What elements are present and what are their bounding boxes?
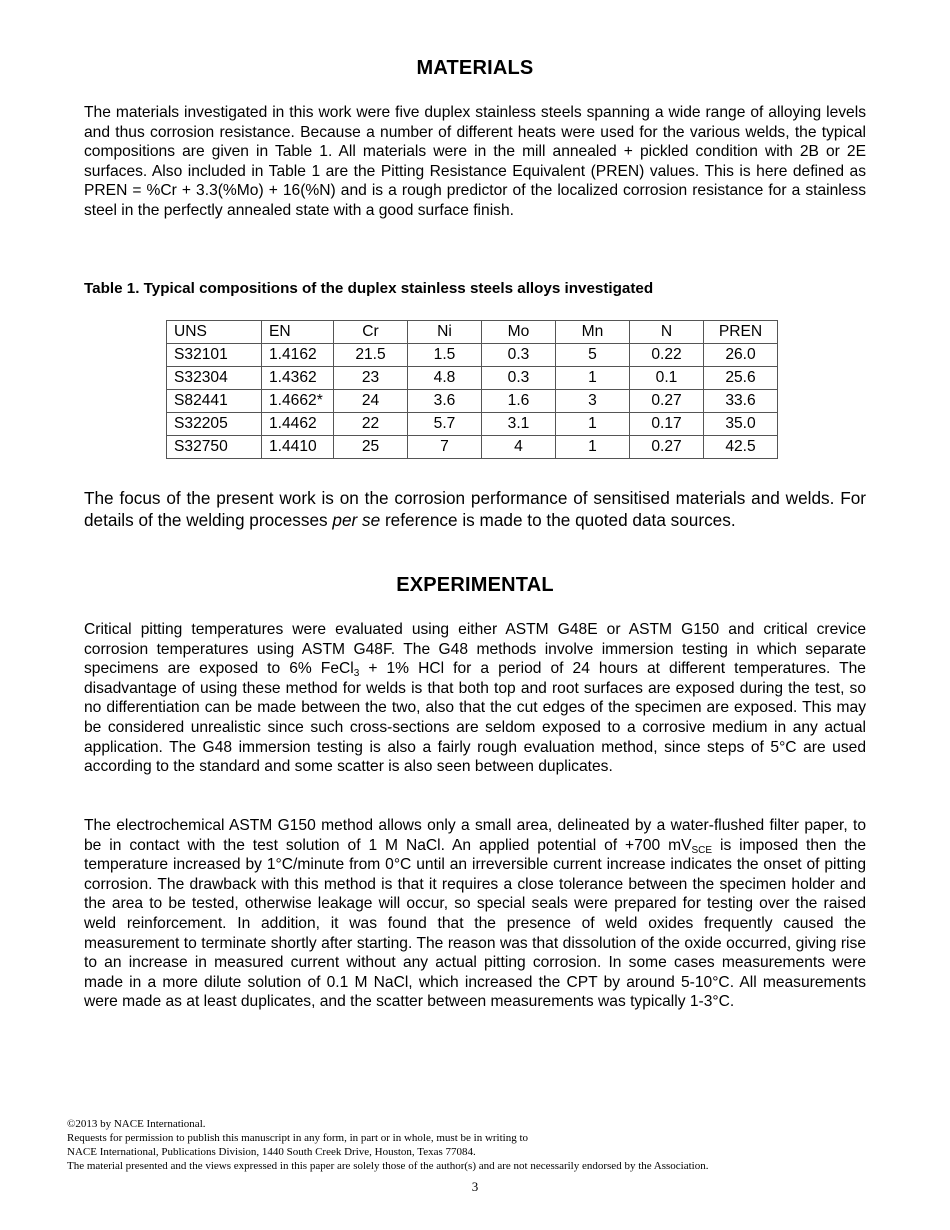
exp1-text-start: Critical pitting temperatures were evaluated using either ASTM G48E or ASTM G150 and critical crevice corrosion temperatures using ASTM G48F. The G48 methods involve immersion testing in which separate specimens are exposed to 6% FeCl (84, 621, 866, 678)
table-row (167, 436, 778, 459)
table-cell: 1.6 (482, 390, 556, 413)
table-cell: 33.6 (704, 390, 778, 413)
section-heading-materials: MATERIALS (416, 57, 534, 79)
header-cell-mn: Mn (556, 321, 630, 344)
table-cell: 35.0 (704, 413, 778, 436)
focus-text-end: reference is made to the quoted data sources. (380, 510, 736, 530)
table-cell: 1 (556, 367, 630, 390)
paragraph-experimental-1 (84, 620, 866, 777)
table-cell: S32750 (167, 436, 262, 459)
header-cell-uns: UNS (167, 321, 262, 344)
footer-address-line: NACE International, Publications Division, 1440 South Creek Drive, Houston, Texas 77084. (67, 1146, 476, 1158)
table-cell: 0.3 (482, 344, 556, 367)
table-cell: 1.4662* (262, 390, 334, 413)
header-cell-en: EN (262, 321, 334, 344)
table-cell: 1.4162 (262, 344, 334, 367)
table-cell: S82441 (167, 390, 262, 413)
header-cell-pren: PREN (704, 321, 778, 344)
table-cell: 3 (556, 390, 630, 413)
table-cell: 5 (556, 344, 630, 367)
table-cell: 0.22 (630, 344, 704, 367)
table-cell: 23 (334, 367, 408, 390)
table-cell: S32205 (167, 413, 262, 436)
table-cell: 21.5 (334, 344, 408, 367)
table-cell: 25.6 (704, 367, 778, 390)
table-cell: 42.5 (704, 436, 778, 459)
table-cell: 24 (334, 390, 408, 413)
table-cell: 0.27 (630, 436, 704, 459)
header-cell-cr: Cr (334, 321, 408, 344)
footer-disclaimer-line: The material presented and the views expressed in this paper are solely those of the author(s) and are not necessarily endorsed by the Association. (67, 1160, 709, 1172)
focus-text-italic: per se (332, 510, 381, 530)
page-number: 3 (471, 1179, 479, 1194)
table-cell: 1.4410 (262, 436, 334, 459)
table-cell: 22 (334, 413, 408, 436)
table-cell: S32101 (167, 344, 262, 367)
composition-table (166, 320, 778, 459)
footer-permission-line: Requests for permission to publish this manuscript in any form, in part or in whole, must be in writing to (67, 1132, 529, 1144)
table-cell: 1 (556, 413, 630, 436)
table-cell: 7 (408, 436, 482, 459)
section-heading-experimental: EXPERIMENTAL (396, 574, 554, 596)
exp2-text-end: is imposed then the temperature increased by 1°C/minute from 0°C until an irreversible current increase indicates the onset of pitting corrosion. The drawback with this method is that it requires a close tolerance between the specimen holder and the area to be tested, otherwise leakage will occur, so special seals were prepared for testing over the raised weld reinforcement. In addition, it was found that the presence of weld oxides frequently caused the measurement to terminate shortly after starting. The reason was that dissolution of the oxide occurred, giving rise to an increase in measured current without any actual pitting corrosion. In some cases measurements were made in a more dilute solution of 0.1 M NaCl, which increased the CPT by around 5-10°C. All measurements were made as at least duplicates, and the scatter between measurements was typically 1-3°C. (84, 836, 866, 1011)
table-cell: 25 (334, 436, 408, 459)
table-row (167, 344, 778, 367)
table-caption: Table 1. Typical compositions of the duplex stainless steels alloys investigated (84, 280, 654, 297)
table-header-row (167, 321, 778, 344)
table-row (167, 367, 778, 390)
table-cell: 1 (556, 436, 630, 459)
table-row (167, 413, 778, 436)
focus-text-start: The focus of the present work is on the corrosion performance of sensitised materials and welds. For details of the welding processes (84, 488, 866, 530)
header-cell-ni: Ni (408, 321, 482, 344)
table-cell: 0.27 (630, 390, 704, 413)
table-cell: 3.6 (408, 390, 482, 413)
table-cell: S32304 (167, 367, 262, 390)
table-cell: 3.1 (482, 413, 556, 436)
table-cell: 4 (482, 436, 556, 459)
paragraph-focus (84, 487, 866, 531)
exp2-text-start: The electrochemical ASTM G150 method allows only a small area, delineated by a water-flushed filter paper, to be in contact with the test solution of 1 M NaCl. An applied potential of +700 mV (84, 817, 866, 854)
table-cell: 1.4462 (262, 413, 334, 436)
table-cell: 5.7 (408, 413, 482, 436)
table-cell: 0.3 (482, 367, 556, 390)
subscript-sce: SCE (691, 844, 713, 856)
table-cell: 0.1 (630, 367, 704, 390)
subscript-3: 3 (353, 668, 360, 680)
footer (67, 1117, 887, 1173)
header-cell-mo: Mo (482, 321, 556, 344)
paragraph-experimental-2 (84, 816, 866, 1012)
table-cell: 4.8 (408, 367, 482, 390)
exp1-text-end: + 1% HCl for a period of 24 hours at different temperatures. The disadvantage of using these method for welds is that both top and root surfaces are exposed during the test, so no differentiation can be made between the two, also that the cut edges of the specimen are exposed. This may be considered unrealistic since such cross-sections are seldom exposed to a corrosive medium in any actual application. The G48 immersion testing is also a fairly rough evaluation method, since steps of 5°C are used according to the standard and some scatter is also seen between duplicates. (84, 660, 866, 776)
table-cell: 26.0 (704, 344, 778, 367)
table-cell: 0.17 (630, 413, 704, 436)
paragraph-materials: The materials investigated in this work were five duplex stainless steels spanning a wide range of alloying levels and thus corrosion resistance. Because a number of different heats were used for the various welds, the typical compositions are given in Table 1. All materials were in the mill annealed + pickled condition with 2B or 2E surfaces. Also included in Table 1 are the Pitting Resistance Equivalent (PREN) values. This is here defined as PREN = %Cr + 3.3(%Mo) + 16(%N) and is a rough predictor of the localized corrosion resistance for a stainless steel in the perfectly annealed state with a good surface finish. (84, 104, 866, 219)
header-cell-n: N (630, 321, 704, 344)
table-cell: 1.5 (408, 344, 482, 367)
footer-copyright: ©2013 by NACE International. (67, 1118, 206, 1130)
table-cell: 1.4362 (262, 367, 334, 390)
table-row (167, 390, 778, 413)
